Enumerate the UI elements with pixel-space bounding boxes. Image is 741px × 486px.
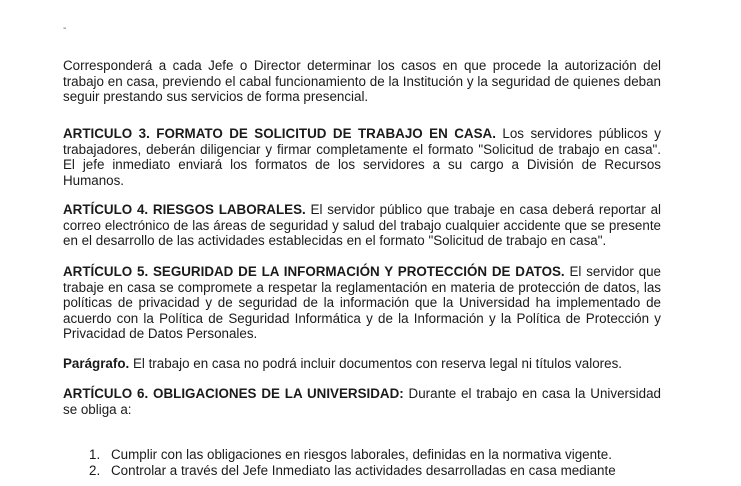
article-6 (63, 386, 661, 417)
article-6-text: Durante el trabajo en casa la Universidad se obliga a: (63, 386, 661, 417)
list-item (63, 463, 661, 479)
article-4-text: El servidor público que trabaje en casa deberá reportar al correo electrónico de las áreas de seguridad y salud del trabajo cualquier accidente que se presente en el desarrollo de las actividades establecidas en el formato "Solicitud de trabajo en casa". (63, 202, 662, 249)
list-item (63, 447, 661, 463)
article-5-heading: ARTÍCULO 5. SEGURIDAD DE LA INFORMACIÓN Y PROTECCIÓN DE DATOS. (63, 264, 565, 279)
list-item-text: Controlar a través del Jefe Inmediato las actividades desarrolladas en casa mediante (111, 462, 616, 478)
list-item-text: Cumplir con las obligaciones en riesgos laborales, definidas en la normativa vigente. (111, 447, 612, 462)
article-3-heading: ARTICULO 3. FORMATO DE SOLICITUD DE TRABAJO EN CASA. (63, 126, 496, 141)
page-cutoff (0, 482, 741, 486)
list-item-number: 1. (89, 447, 101, 462)
article-3 (63, 126, 661, 188)
list-item-number: 2. (89, 462, 101, 478)
paragrafo-heading: Parágrafo. (63, 356, 130, 371)
article-4 (63, 202, 661, 249)
article-3-text: Los servidores públicos y trabajadores, deberán diligenciar y firmar completamente el formato "Solicitud de trabajo en casa". El jefe inmediato enviará los formatos de los servidores a su cargo a División de Recursos Humanos. (63, 126, 661, 188)
paragrafo-text: El trabajo en casa no podrá incluir documentos con reserva legal ni títulos valores. (129, 356, 622, 371)
article-5 (63, 264, 661, 342)
obligations-list (63, 447, 661, 478)
article-5-text: El servidor que trabaje en casa se compromete a respetar la reglamentación en materia de protección de datos, las políticas de privacidad y de seguridad de la información que la Universidad ha implementado de acuerdo con la Política de Seguridad Informática y de la Información y la Política de Protección y Privacidad de Datos Personales. (63, 264, 661, 342)
article-4-heading: ARTÍCULO 4. RIESGOS LABORALES. (63, 202, 306, 217)
article-6-heading: ARTÍCULO 6. OBLIGACIONES DE LA UNIVERSIDAD: (63, 386, 404, 401)
paragraph-authorization (63, 58, 661, 105)
paragrafo (63, 356, 661, 372)
page-mark: - (63, 23, 67, 34)
paragraph-text: Corresponderá a cada Jefe o Director determinar los casos en que procede la autorización del trabajo en casa, previendo el cabal funcionamiento de la Institución y la seguridad de quienes deban seguir prestando sus servicios de forma presencial. (63, 58, 661, 105)
